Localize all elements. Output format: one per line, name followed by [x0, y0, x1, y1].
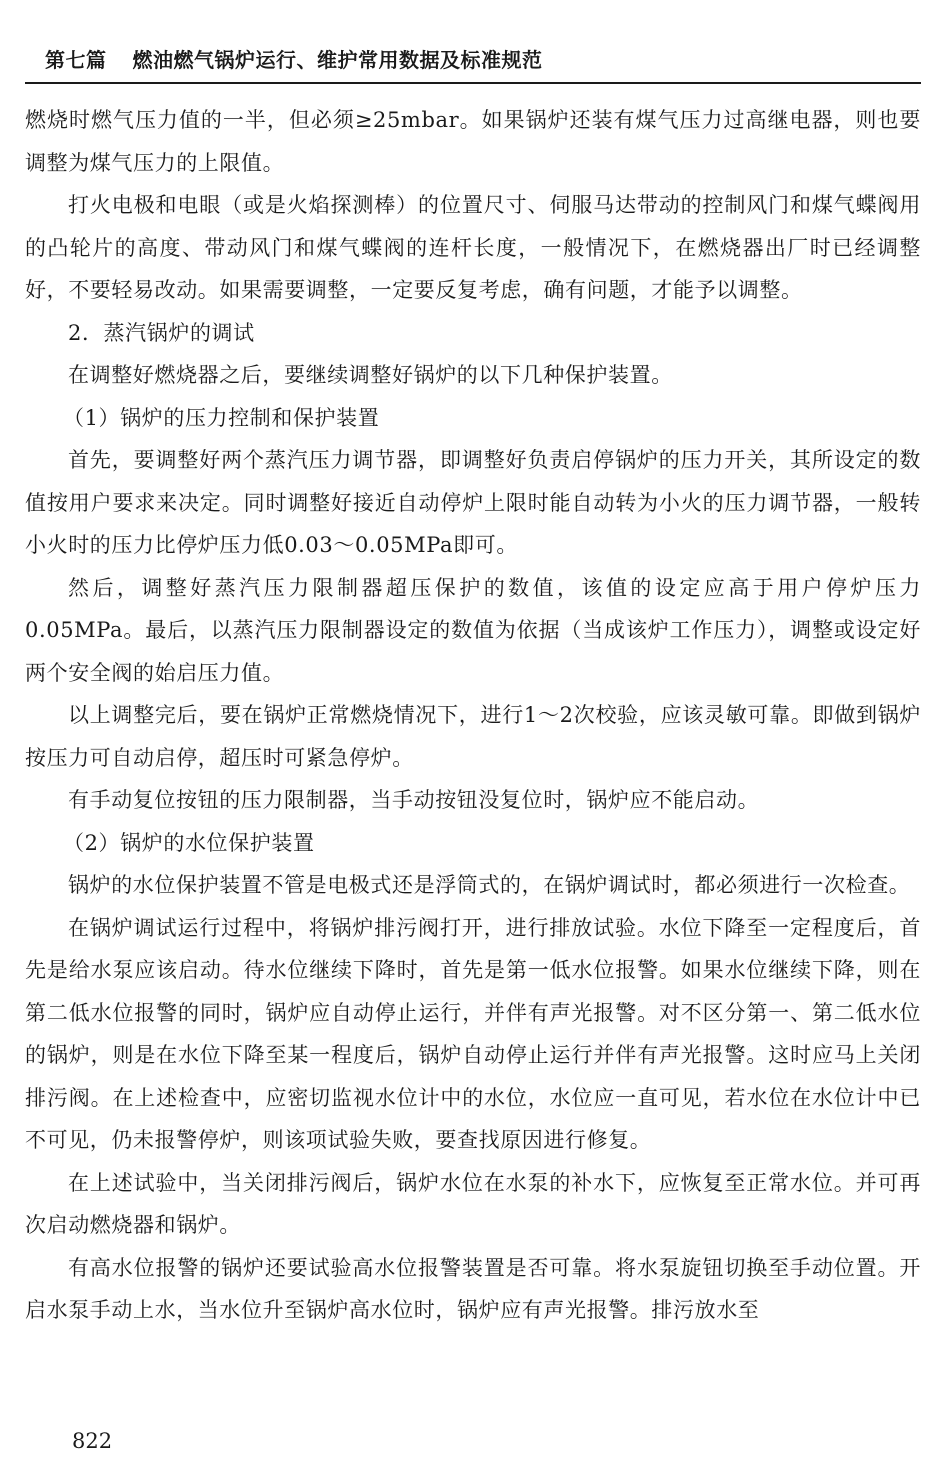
part-title: 燃油燃气锅炉运行、维护常用数据及标准规范	[132, 48, 543, 72]
paragraph: 在调整好燃烧器之后，要继续调整好锅炉的以下几种保护装置。	[68, 363, 673, 387]
subsection-heading: （2）锅炉的水位保护装置	[63, 830, 315, 855]
paragraph: 然后，调整好蒸汽压力限制器超压保护的数值，该值的设定应高于用户停炉压力0.05MPa。最后，以蒸汽压力限制器设定的数值为依据（当成该炉工作压力），调整或设定好两个安全阀的始启压力值。	[25, 575, 921, 685]
body-text	[25, 99, 921, 1332]
paragraph: 在上述试验中，当关闭排污阀后，锅炉水位在水泵的补水下，应恢复至正常水位。并可再次启动燃烧器和锅炉。	[25, 1170, 921, 1237]
paragraph: 在锅炉调试运行过程中，将锅炉排污阀打开，进行排放试验。水位下降至一定程度后，首先是给水泵应该启动。待水位继续下降时，首先是第一低水位报警。如果水位继续下降，则在第二低水位报警的同时，锅炉应自动停止运行，并伴有声光报警。对不区分第一、第二低水位的锅炉，则是在水位下降至某一程度后，锅炉自动停止运行并伴有声光报警。这时应马上关闭排污阀。在上述检查中，应密切监视水位计中的水位，水位应一直可见，若水位在水位计中已不可见，仍未报警停炉，则该项试验失败，要查找原因进行修复。	[25, 915, 921, 1152]
paragraph-continued: 燃烧时燃气压力值的一半，但必须≥25mbar。如果锅炉还装有煤气压力过高继电器，则也要调整为煤气压力的上限值。	[25, 108, 921, 175]
paragraph: 打火电极和电眼（或是火焰探测棒）的位置尺寸、伺服马达带动的控制风门和煤气蝶阀用的凸轮片的高度、带动风门和煤气蝶阀的连杆长度，一般情况下，在燃烧器出厂时已经调整好，不要轻易改动。如果需要调整，一定要反复考虑，确有问题，才能予以调整。	[25, 193, 921, 302]
paragraph: 首先，要调整好两个蒸汽压力调节器，即调整好负责启停锅炉的压力开关，其所设定的数值按用户要求来决定。同时调整好接近自动停炉上限时能自动转为小火的压力调节器，一般转小火时的压力比停炉压力低0.03～0.05MPa即可。	[25, 448, 921, 557]
page-number: 822	[72, 1429, 113, 1453]
paragraph: 有手动复位按钮的压力限制器，当手动按钮没复位时，锅炉应不能启动。	[68, 788, 760, 812]
paragraph: 有高水位报警的锅炉还要试验高水位报警装置是否可靠。将水泵旋钮切换至手动位置。开启水泵手动上水，当水位升至锅炉高水位时，锅炉应有声光报警。排污放水至	[25, 1255, 921, 1322]
paragraph: 以上调整完后，要在锅炉正常燃烧情况下，进行1～2次校验，应该灵敏可靠。即做到锅炉按压力可自动启停，超压时可紧急停炉。	[25, 703, 921, 770]
running-header	[45, 44, 925, 76]
subsection-heading: （1）锅炉的压力控制和保护装置	[63, 405, 380, 430]
section-heading: 2．蒸汽锅炉的调试	[68, 320, 255, 345]
header-rule	[25, 82, 921, 84]
paragraph: 锅炉的水位保护装置不管是电极式还是浮筒式的，在锅炉调试时，都必须进行一次检查。	[68, 873, 911, 897]
part-label: 第七篇	[45, 48, 107, 72]
